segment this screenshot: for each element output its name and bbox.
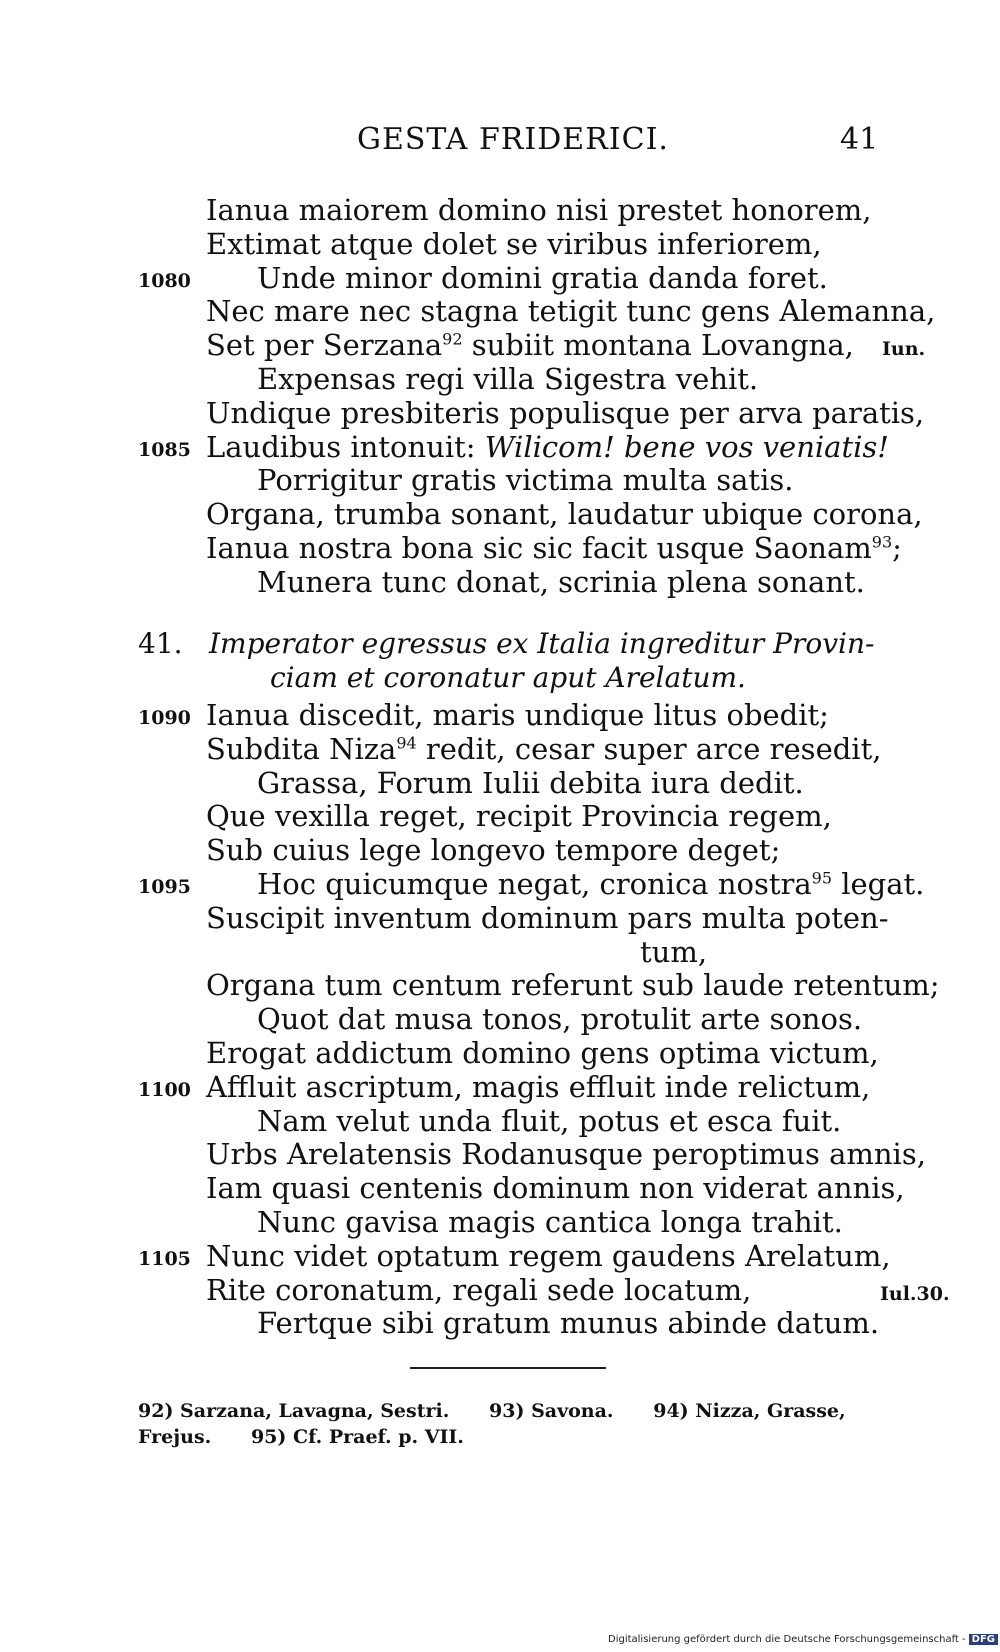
verse-line xyxy=(0,732,1000,766)
line-number: 1100 xyxy=(138,1078,191,1101)
verse-text xyxy=(640,935,707,969)
verse-text-part: Porrigitur gratis victima multa satis. xyxy=(257,463,794,498)
verse-text xyxy=(257,766,804,800)
verse-line xyxy=(0,1205,1000,1239)
verse-text-part: Suscipit inventum dominum pars multa poten- xyxy=(206,900,889,935)
verse-text xyxy=(206,1070,870,1104)
verse-line xyxy=(0,430,1000,464)
verse-text-part: Extimat atque dolet se viribus inferiorem, xyxy=(206,226,822,261)
verse-line xyxy=(0,396,1000,430)
verse-text xyxy=(257,1002,862,1036)
verse-text-part: redit, cesar super arce resedit, xyxy=(416,731,882,766)
verse-line xyxy=(0,565,1000,599)
verse-text-part: subiit montana Lovangna, xyxy=(462,328,854,363)
verse-line xyxy=(0,1070,1000,1104)
verse-text-part: Hoc quicumque negat, cronica nostra xyxy=(257,867,812,901)
verse-text xyxy=(206,901,889,935)
verse-text-part: Munera tunc donat, scrinia plena sonant. xyxy=(257,564,865,599)
verse-line xyxy=(0,1239,1000,1273)
verse-text-part: ; xyxy=(892,531,902,565)
verse-line xyxy=(0,1306,1000,1340)
verse-line xyxy=(0,901,1000,935)
margin-date-note: Iul.30. xyxy=(880,1282,950,1305)
running-title: GESTA FRIDERICI. xyxy=(357,122,669,157)
verse-text-part: legat. xyxy=(832,867,925,901)
verse-text xyxy=(257,261,828,295)
verse-text xyxy=(206,294,935,328)
verse-text xyxy=(206,1273,751,1307)
verse-line xyxy=(0,1171,1000,1205)
verse-line xyxy=(0,463,1000,497)
verse-text xyxy=(206,833,780,867)
verse-text xyxy=(257,1306,879,1340)
verse-text-part: Undique presbiteris populisque per arva paratis, xyxy=(206,395,925,430)
verse-line xyxy=(0,766,1000,800)
verse-text-part: Sub cuius lege longevo tempore deget; xyxy=(206,833,781,868)
verse-text-part: Laudibus intonuit: xyxy=(206,429,485,464)
verse-line xyxy=(0,1273,1000,1307)
running-head xyxy=(0,122,1000,162)
verse-line xyxy=(0,261,1000,295)
verse-text-part: Grassa, Forum Iulii debita iura dedit. xyxy=(257,765,804,800)
line-number: 1085 xyxy=(138,438,191,461)
verse-line xyxy=(0,833,1000,867)
footnote-reference: 95 xyxy=(811,868,832,888)
verse-line xyxy=(0,935,1000,969)
verse-text-part: Rite coronatum, regali sede locatum, xyxy=(206,1272,752,1307)
verse-text-part: Unde minor domini gratia danda foret. xyxy=(257,260,828,295)
footnote-reference: 93 xyxy=(871,532,893,552)
verse-text-part: Nunc videt optatum regem gaudens Arelatum, xyxy=(206,1238,891,1273)
dfg-logo: DFG xyxy=(969,1634,998,1645)
verse-line xyxy=(0,531,1000,565)
chapter-title-line-2: ciam et coronatur aput Arelatum. xyxy=(270,661,746,694)
footnote-rule xyxy=(410,1367,606,1369)
footnote-line: Frejus. 95) Cf. Praef. p. VII. xyxy=(138,1426,464,1448)
verse-text xyxy=(206,1171,905,1205)
line-number: 1095 xyxy=(138,876,191,898)
verse-text-part: Iam quasi centenis dominum non viderat annis, xyxy=(206,1171,905,1206)
verse-text xyxy=(206,193,872,227)
verse-text xyxy=(206,531,902,565)
verse-text-part: Quot dat musa tonos, protulit arte sonos. xyxy=(257,1002,863,1037)
verse-line xyxy=(0,1036,1000,1070)
line-number: 1090 xyxy=(138,707,191,729)
verse-text-part: Urbs Arelatensis Rodanusque peroptimus amnis, xyxy=(206,1137,926,1172)
chapter-number: 41. xyxy=(138,627,183,660)
digitization-credit xyxy=(608,1634,998,1645)
verse-text-part: Ianua discedit, maris undique litus obedit; xyxy=(206,698,829,732)
verse-text xyxy=(206,732,881,766)
verse-text xyxy=(206,497,923,531)
verse-text xyxy=(206,799,832,833)
chapter-title-line-1: Imperator egressus ex Italia ingreditur Provin- xyxy=(209,627,875,660)
verse-text-part: Nunc gavisa magis cantica longa trahit. xyxy=(257,1205,843,1239)
verse-text-part: Ianua maiorem domino nisi prestet honorem, xyxy=(206,193,872,227)
verse-line xyxy=(0,227,1000,261)
verse-text-part: Que vexilla reget, recipit Provincia regem, xyxy=(206,799,832,834)
verse-text-part: Organa tum centum referunt sub laude retentum; xyxy=(206,968,940,1003)
verse-line xyxy=(0,362,1000,396)
verse-text xyxy=(206,698,829,732)
margin-date-note: Iun. xyxy=(882,338,926,361)
verse-line xyxy=(0,497,1000,531)
page-number: 41 xyxy=(840,122,879,157)
verse-text-part: tum, xyxy=(640,934,708,969)
verse-text-part: Expensas regi villa Sigestra vehit. xyxy=(257,362,759,396)
verse-text-part: Nec mare nec stagna tetigit tunc gens Alemanna, xyxy=(206,294,936,329)
verse-line xyxy=(0,1104,1000,1138)
verse-line xyxy=(0,867,1000,901)
verse-text-part: Fertque sibi gratum munus abinde datum. xyxy=(257,1306,880,1341)
verse-text-part: Set per Serzana xyxy=(206,328,443,363)
verse-text-part: Nam velut unda fluit, potus et esca fuit. xyxy=(257,1103,842,1138)
verse-line xyxy=(0,968,1000,1002)
verse-line xyxy=(0,1137,1000,1171)
verse-line xyxy=(0,328,1000,362)
verse-text-part: Ianua nostra bona sic sic facit usque Saonam xyxy=(206,531,872,565)
verse-text xyxy=(257,1104,841,1138)
line-number: 1080 xyxy=(138,269,191,292)
verse-text xyxy=(206,968,940,1002)
verse-text xyxy=(257,565,865,599)
verse-line xyxy=(0,698,1000,732)
verse-text xyxy=(257,463,793,497)
footnote-reference: 94 xyxy=(396,733,417,753)
verse-text-part: Affluit ascriptum, magis effluit inde relictum, xyxy=(206,1069,871,1104)
line-number: 1105 xyxy=(138,1247,191,1270)
footnote-line: 92) Sarzana, Lavagna, Sestri. 93) Savona. 94) Nizza, Grasse, xyxy=(138,1400,846,1422)
verse-text xyxy=(206,430,889,464)
verse-italic-text: Wilicom! bene vos veniatis! xyxy=(484,429,889,464)
footnote-reference: 92 xyxy=(442,329,463,349)
verse-text xyxy=(257,362,758,396)
verse-line xyxy=(0,193,1000,227)
verse-line xyxy=(0,799,1000,833)
verse-text xyxy=(206,396,924,430)
verse-text-part: Organa, trumba sonant, laudatur ubique corona, xyxy=(206,497,923,532)
verse-text xyxy=(257,1205,843,1239)
digitization-text: Digitalisierung gefördert durch die Deutsche Forschungsgemeinschaft - xyxy=(608,1634,966,1645)
verse-text xyxy=(206,227,822,261)
verse-text-part: Subdita Niza xyxy=(206,731,397,766)
verse-text xyxy=(206,1137,926,1171)
verse-text xyxy=(206,1239,891,1273)
verse-text xyxy=(206,328,854,362)
verse-line xyxy=(0,294,1000,328)
verse-text xyxy=(206,1036,879,1070)
verse-text-part: Erogat addictum domino gens optima victum, xyxy=(206,1036,879,1070)
verse-line xyxy=(0,1002,1000,1036)
verse-text xyxy=(257,867,924,901)
